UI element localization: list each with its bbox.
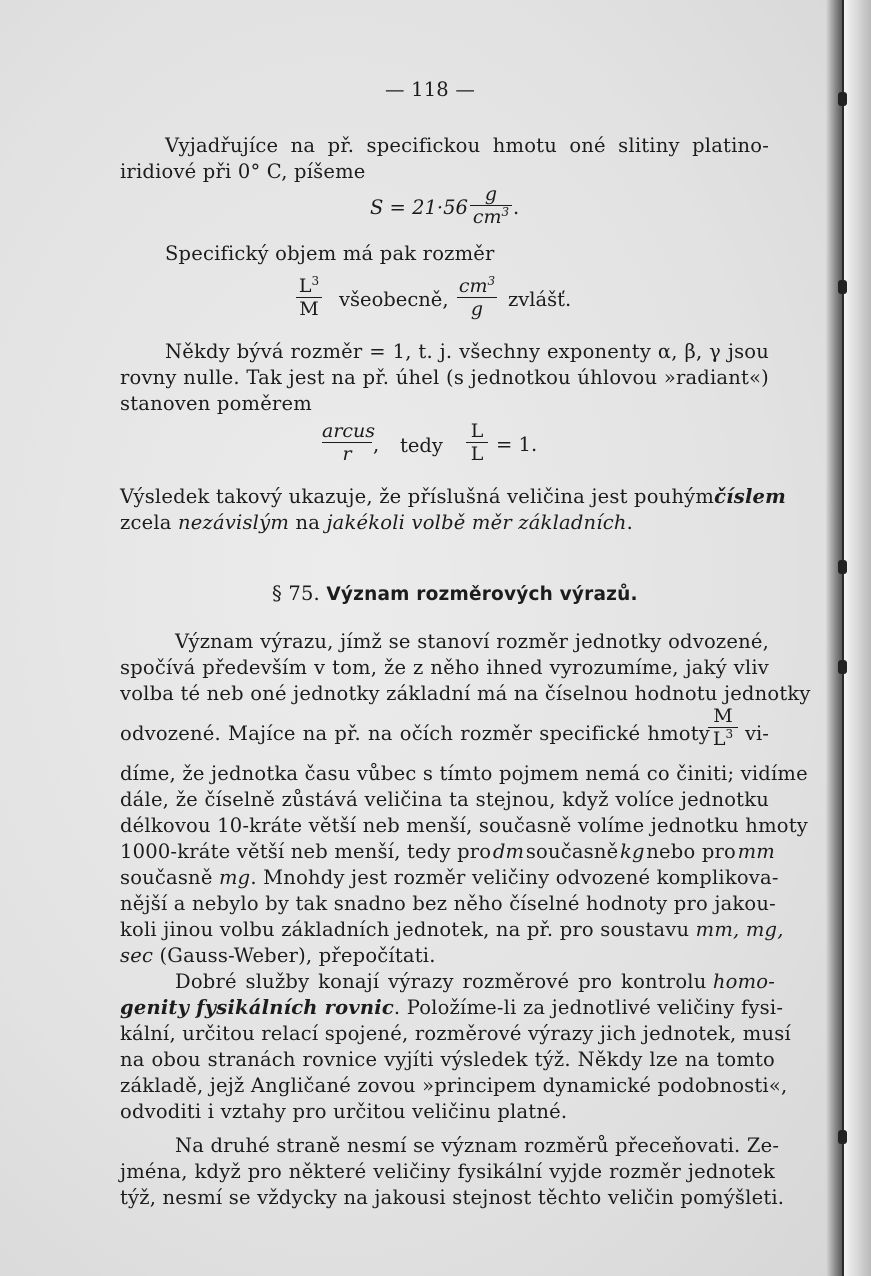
text-line: dále, že číselně zůstává veličina ta stejnou, když volíce jednotku — [120, 788, 769, 811]
fraction-M-over-L3 — [708, 706, 738, 749]
fraction-numerator: $cm^3$ — [458, 274, 496, 297]
text-line: Význam výrazu, jímž se stanoví rozměr jednotky odvozené, — [175, 630, 769, 653]
text-line: odvozené. Majíce na př. na očích rozměr specifické hmoty — [120, 722, 710, 745]
section-heading — [272, 582, 638, 607]
fraction-g-over-cm3 — [470, 184, 512, 227]
section-title: Význam rozměrových výrazů. — [326, 584, 638, 605]
fraction-denominator: g — [470, 298, 484, 320]
binding-mark — [838, 280, 847, 294]
fraction-denominator: $L^3$ — [712, 727, 734, 750]
text-line: iridiové při 0° C, píšeme — [120, 160, 366, 183]
text-line: odvoditi i vztahy pro určitou veličinu platné. — [120, 1100, 568, 1123]
text-line: Dobré služby konají výrazy rozměrové pro kontrolu homo- — [175, 970, 775, 993]
text-line: spočívá především v tom, že z něho ihned vyrozumíme, jaký vliv — [120, 656, 769, 679]
text-line: současně mg . Mnohdy jest rozměr veličiny odvozené komplikova- — [120, 866, 779, 889]
fraction-numerator: $L^3$ — [298, 274, 320, 297]
fraction-cm3-over-g — [457, 276, 497, 319]
text-line: Na druhé straně nesmí se význam rozměrů přeceňovati. Ze- — [175, 1134, 780, 1157]
text-line: rovny nulle. Tak jest na př. úhel (s jednotkou úhlovou »radiant«) — [120, 366, 769, 389]
binding-mark — [838, 92, 847, 106]
text-line: Specifický objem má pak rozměr — [165, 242, 495, 265]
text-line: koli jinou volbu základních jednotek, na př. pro soustavu mm, mg, — [120, 918, 784, 941]
text-line: zcela nezávislým na jakékoli volbě měr základních. — [120, 511, 634, 534]
text-line: týž, nesmí se vždycky na jakousi stejnost těchto veličin pomýšleti. — [120, 1186, 785, 1209]
binding-mark — [838, 660, 847, 674]
text-line: 1000-kráte větší neb menší, tedy pro dm současně kg nebo pro mm — [120, 840, 775, 863]
text-line: Vyjadřujíce na př. specifickou hmotu oné slitiny platino- — [165, 134, 769, 157]
fraction-denominator: M — [299, 298, 319, 320]
page-edge-shadow — [826, 0, 842, 1276]
next-page-strip — [842, 0, 871, 1276]
fraction-numerator: M — [713, 705, 733, 727]
text-line: na obou stranách rovnice vyjíti výsledek týž. Někdy lze na tomto — [120, 1048, 775, 1071]
text-line: jména, když pro některé veličiny fysikální vyjde rozměr jednotek — [120, 1160, 775, 1183]
fraction-L-over-L — [466, 421, 488, 464]
text-line: díme, že jednotka času vůbec s tímto pojmem nemá co činiti; vidíme — [120, 762, 808, 785]
formula-end: . — [513, 196, 520, 219]
text-line: nější a nebylo by tak snadno bez něho číselné hodnoty pro jakou- — [120, 892, 776, 915]
formula-word: tedy — [400, 434, 443, 457]
text-fragment: vi- — [745, 722, 769, 745]
section-number: § 75. — [272, 582, 320, 605]
formula-rhs: = 1. — [496, 433, 538, 456]
binding-mark — [838, 560, 847, 574]
fraction-denominator: L — [470, 443, 484, 465]
text-line: sec (Gauss-Weber), přepočítati. — [120, 944, 436, 967]
text-line: kální, určitou relací spojené, rozměrové výrazy jich jednotek, musí — [120, 1022, 791, 1045]
text-line: volba té neb oné jednotky základní má na číselnou hodnotu jednotky — [120, 682, 811, 705]
formula-word: zvlášť. — [508, 288, 572, 311]
text-line: genity fysikálních rovnic . Položíme-li za jednotlivé veličiny fysi- — [120, 996, 784, 1019]
text-line: Někdy bývá rozměr = 1, t. j. všechny exponenty α, β, γ jsou — [165, 340, 769, 363]
fraction-denominator: r — [342, 443, 352, 465]
formula-lhs: S = 21·56 — [370, 196, 468, 219]
page-number: — 118 — — [385, 78, 476, 101]
text-line: základě, jejž Angličané zovou »principem dynamické podobnosti«, — [120, 1074, 788, 1097]
binding-mark — [838, 1130, 847, 1144]
fraction-L3-over-M — [296, 276, 322, 319]
text-line: délkovou 10-kráte větší neb menší, současně volíme jednotku hmoty — [120, 814, 808, 837]
formula-word: všeobecně, — [339, 288, 449, 311]
fraction-denominator: $cm^3$ — [472, 205, 510, 228]
text-line: Výsledek takový ukazuje, že příslušná veličina jest pouhým číslem — [120, 485, 787, 508]
formula-separator: , — [373, 433, 380, 456]
fraction-numerator: L — [470, 420, 484, 442]
fraction-numerator: arcus — [322, 420, 376, 442]
fraction-numerator: g — [484, 183, 498, 205]
fraction-arcus-over-r — [322, 420, 376, 465]
text-line: stanoven poměrem — [120, 392, 312, 415]
